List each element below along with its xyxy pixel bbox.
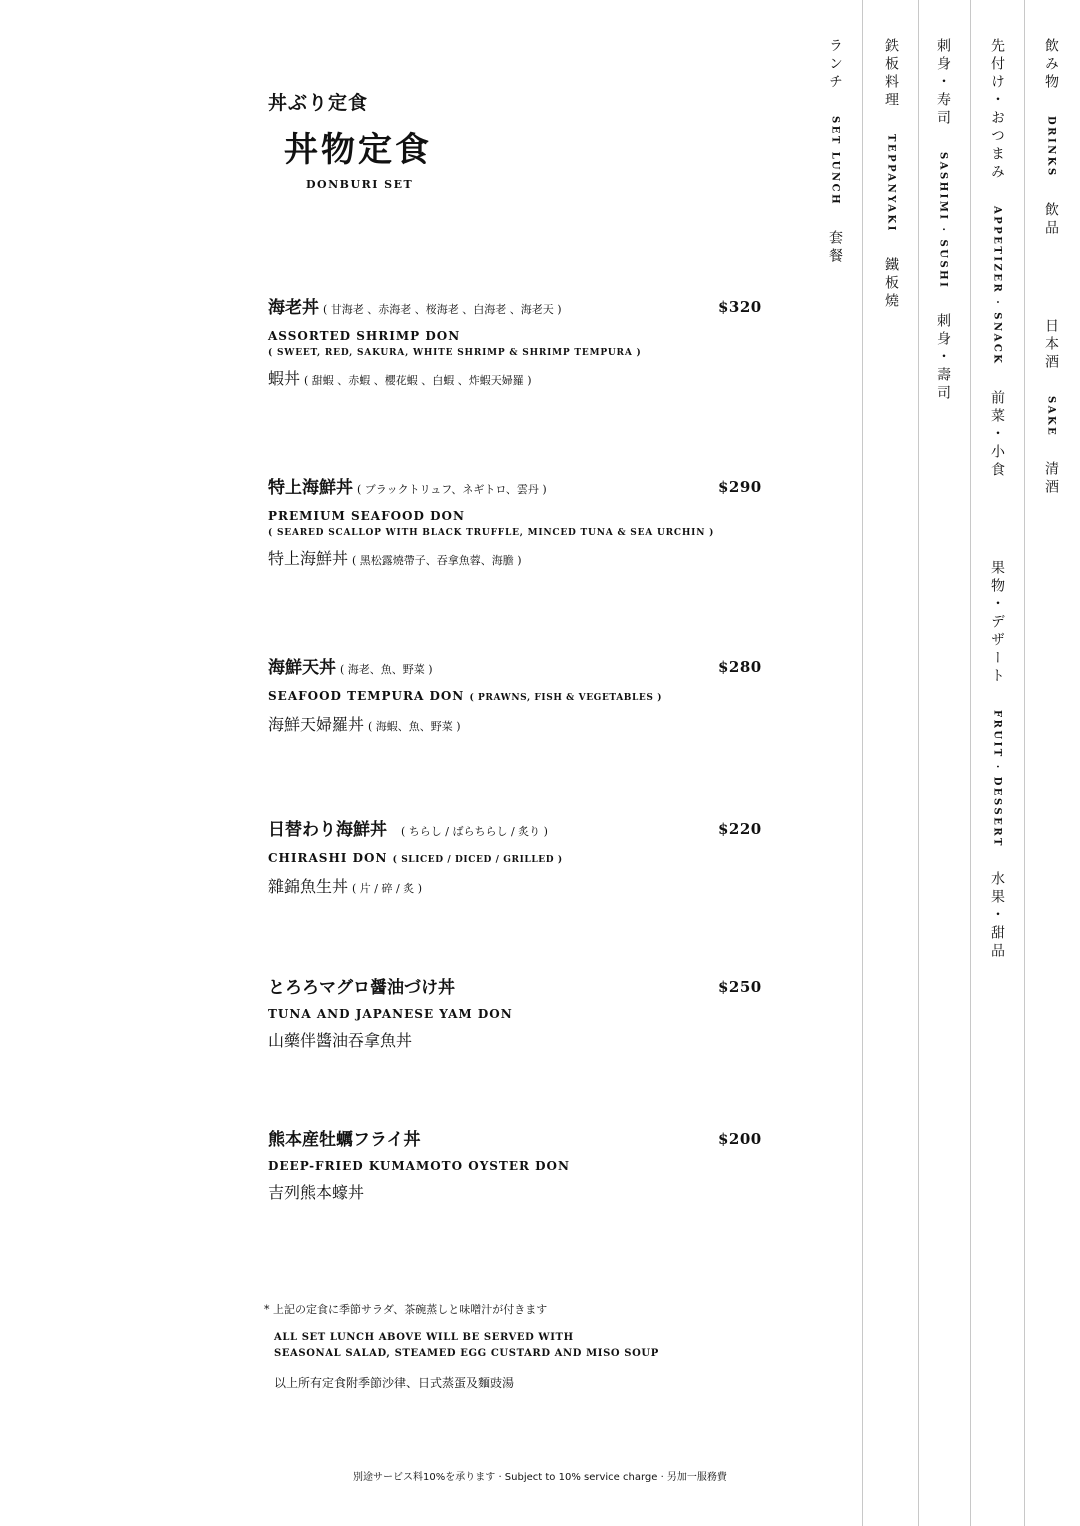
tab-label-zh: 套餐 [827,230,843,267]
item-name-jp: 海鮮天丼 [268,658,336,678]
note-en-line2: SEASONAL SALAD, STEAMED EGG CUSTARD AND MISO SOUP [274,1348,659,1359]
tab-label-jp: 先付け・おつまみ [989,38,1005,182]
item-name-jp: とろろマグロ醤油づけ丼 [268,978,455,998]
item-price: $280 [718,658,762,676]
tab-teppanyaki[interactable] [876,38,906,311]
item-name-en: TUNA AND JAPANESE YAM DON [268,1007,513,1021]
tab-label-zh: 刺身・壽司 [935,313,951,404]
tab-label-jp: 鉄板料理 [883,38,899,110]
item-price: $220 [718,820,762,838]
item-price: $290 [718,478,762,496]
tab-set-lunch[interactable] [820,38,850,266]
note-en-line1: ALL SET LUNCH ABOVE WILL BE SERVED WITH [274,1332,574,1343]
item-name-en: DEEP-FRIED KUMAMOTO OYSTER DON [268,1159,570,1173]
item-name-en: CHIRASHI DON [268,851,388,865]
tab-label-jp-2: 日本酒 [1043,317,1059,372]
item-detail-jp: ( ちらし / ばらちらし / 炙り ) [401,825,548,838]
item-name-zh: 海鮮天婦羅丼 [268,715,365,734]
tab-label-en-2: FRUIT · DESSERT [991,709,1003,848]
tab-label-zh: 前菜・小食 [989,389,1005,480]
item-detail-en: ( SLICED / DICED / GRILLED ) [392,855,563,865]
menu-item-shrimp-don [268,296,768,392]
item-name-jp: 海老丼 [268,298,319,318]
tab-divider [918,0,919,1526]
item-name-jp: 熊本産牡蠣フライ丼 [268,1130,421,1150]
tab-label-jp-2: 果物・デザート [989,559,1005,686]
menu-item-seafood-tempura-don [268,656,768,738]
item-name-zh: 雜錦魚生丼 [268,877,349,896]
tab-label-en: TEPPANYAKI [885,134,897,233]
tab-label-en: SET LUNCH [829,116,841,207]
tab-label-zh-2: 水果・甜品 [989,871,1005,962]
item-name-jp: 日替わり海鮮丼 [268,820,387,840]
note-jp: * 上記の定食に季節サラダ、茶碗蒸しと味噌汁が付きます [264,1303,548,1316]
item-name-en: SEAFOOD TEMPURA DON [268,689,465,703]
tab-divider [862,0,863,1526]
item-detail-en: ( SEARED SCALLOP WITH BLACK TRUFFLE, MINCED TUNA & SEA URCHIN ) [268,528,715,538]
menu-item-chirashi-don [268,818,768,900]
tab-label-zh: 鐵板燒 [883,256,899,311]
menu-item-oyster-don [268,1128,768,1204]
item-detail-jp: ( 海老、魚、野菜 ) [340,663,433,676]
tab-label-en-2: SAKE [1045,395,1057,438]
tab-label-zh: 飲品 [1043,201,1059,238]
item-detail-zh: ( 甜蝦 、赤蝦 、櫻花蝦 、白蝦 、炸蝦天婦羅 ) [304,374,532,387]
tab-sashimi-sushi[interactable] [928,38,958,403]
tab-label-zh-2: 清酒 [1043,461,1059,498]
page-title-en: DONBURI SET [306,178,414,191]
tab-label-jp: 刺身・寿司 [935,38,951,128]
tab-drinks-sake[interactable] [1036,38,1066,497]
menu-item-premium-seafood-don [268,476,768,572]
item-detail-jp: ( 甘海老 、赤海老 、桜海老 、白海老 、海老天 ) [323,303,562,316]
item-name-jp: 特上海鮮丼 [268,478,353,498]
set-note [264,1302,684,1392]
item-name-zh: 山藥伴醬油吞拿魚丼 [268,1031,413,1050]
tab-divider [970,0,971,1526]
item-name-zh: 特上海鮮丼 [268,549,349,568]
note-zh: 以上所有定食附季節沙律、日式蒸蛋及麵豉湯 [274,1376,515,1390]
item-detail-zh: ( 海蝦、魚、野菜 ) [368,720,461,733]
tab-label-en: APPETIZER · SNACK [991,206,1003,366]
page-subtitle-jp: 丼ぶり定食 [268,92,369,114]
item-name-en: ASSORTED SHRIMP DON [268,329,461,343]
item-detail-en: ( PRAWNS, FISH & VEGETABLES ) [469,693,663,703]
tab-label-jp: 飲み物 [1043,38,1059,92]
menu-item-tuna-yam-don [268,976,768,1052]
item-price: $200 [718,1130,762,1148]
item-name-en: PREMIUM SEAFOOD DON [268,509,465,523]
item-detail-jp: ( ブラックトリュフ、ネギトロ、雲丹 ) [357,483,547,496]
page-title: 丼物定食 [284,130,432,170]
item-name-zh: 吉列熊本蠔丼 [268,1183,365,1202]
tab-divider [1024,0,1025,1526]
tab-label-en: SASHIMI · SUSHI [937,152,949,290]
item-price: $250 [718,978,762,996]
tab-label-en: DRINKS [1045,116,1057,178]
item-detail-en: ( SWEET, RED, SAKURA, WHITE SHRIMP & SHRIMP TEMPURA ) [268,348,642,358]
item-name-zh: 蝦丼 [268,369,301,388]
tab-label-jp: ランチ [827,38,843,92]
tab-appetizer-dessert[interactable] [982,38,1012,961]
item-price: $320 [718,298,762,316]
item-detail-zh: ( 片 / 碎 / 炙 ) [352,882,422,895]
service-charge-footer: 別途サービス料10%を承ります · Subject to 10% service charge · 另加一服務費 [353,1472,727,1483]
item-detail-zh: ( 黑松露燒帶子、吞拿魚蓉、海膽 ) [352,554,522,567]
